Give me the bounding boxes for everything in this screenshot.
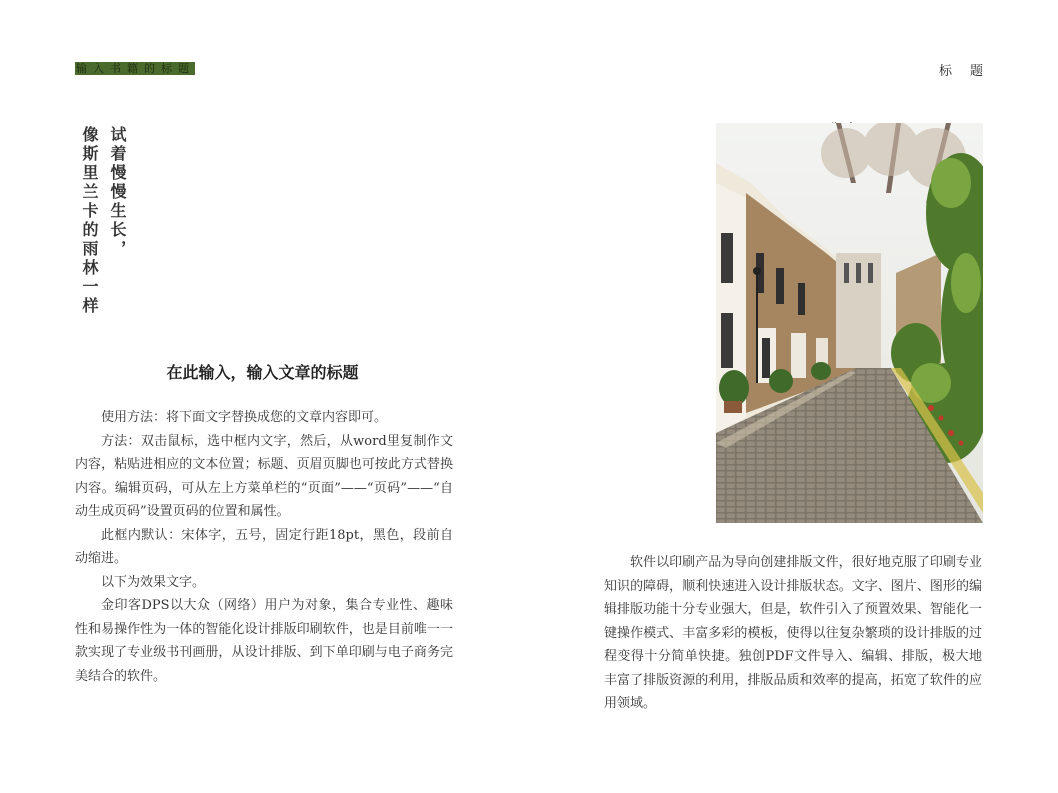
right-body-text[interactable] xyxy=(604,551,982,716)
running-head[interactable]: 标题 xyxy=(938,64,1001,79)
paragraph: 软件以印刷产品为导向创建排版文件，很好地克服了印刷专业知识的障碍，顺利快速进入设计排版状态。文字、图片、图形的编辑排版功能十分专业强大，但是，软件引入了预置效果、智能化一键操作模式、丰富多彩的模板，使得以往复杂繁琐的设计排版的过程变得十分简单快捷。独创PDF文件导入、编辑、排版，极大地丰富了排版资源的利用，排版品质和效率的提高，拓宽了软件的应用领域。 xyxy=(604,555,982,711)
quote-line: 试着慢慢生长， xyxy=(108,126,127,259)
street-photo-image xyxy=(716,123,983,523)
right-page xyxy=(529,0,1058,793)
book-title[interactable]: 输入书籍的标题 xyxy=(76,62,195,75)
paragraph: 金印客DPS以大众（网络）用户为对象，集合专业性、趣味性和易操作性为一体的智能化设计排版印刷软件，也是目前唯一一款实现了专业级书刊画册，从设计排版、到下单印刷与电子商务完美结合的软件。 xyxy=(75,598,453,684)
paragraph: 方法：双击鼠标，选中框内文字，然后，从word里复制作文内容，粘贴进相应的文本位置；标题、页眉页脚也可按此方式替换内容。编辑页码，可从左上方菜单栏的“页面”——“页码”——“自动生成页码”设置页码的位置和属性。 xyxy=(75,433,453,519)
paragraph: 使用方法：将下面文字替换成您的文章内容即可。 xyxy=(101,410,388,425)
article-title[interactable]: 在此输入，输入文章的标题 xyxy=(166,363,359,382)
street-photo[interactable] xyxy=(716,123,983,523)
paragraph: 此框内默认：宋体字，五号，固定行距18pt，黑色，段前自动缩进。 xyxy=(75,527,453,566)
vertical-quote xyxy=(75,126,131,336)
quote-line: 像斯里兰卡的雨林一样 xyxy=(80,126,99,316)
left-body-text[interactable] xyxy=(75,406,453,688)
paragraph: 以下为效果文字。 xyxy=(101,574,206,590)
